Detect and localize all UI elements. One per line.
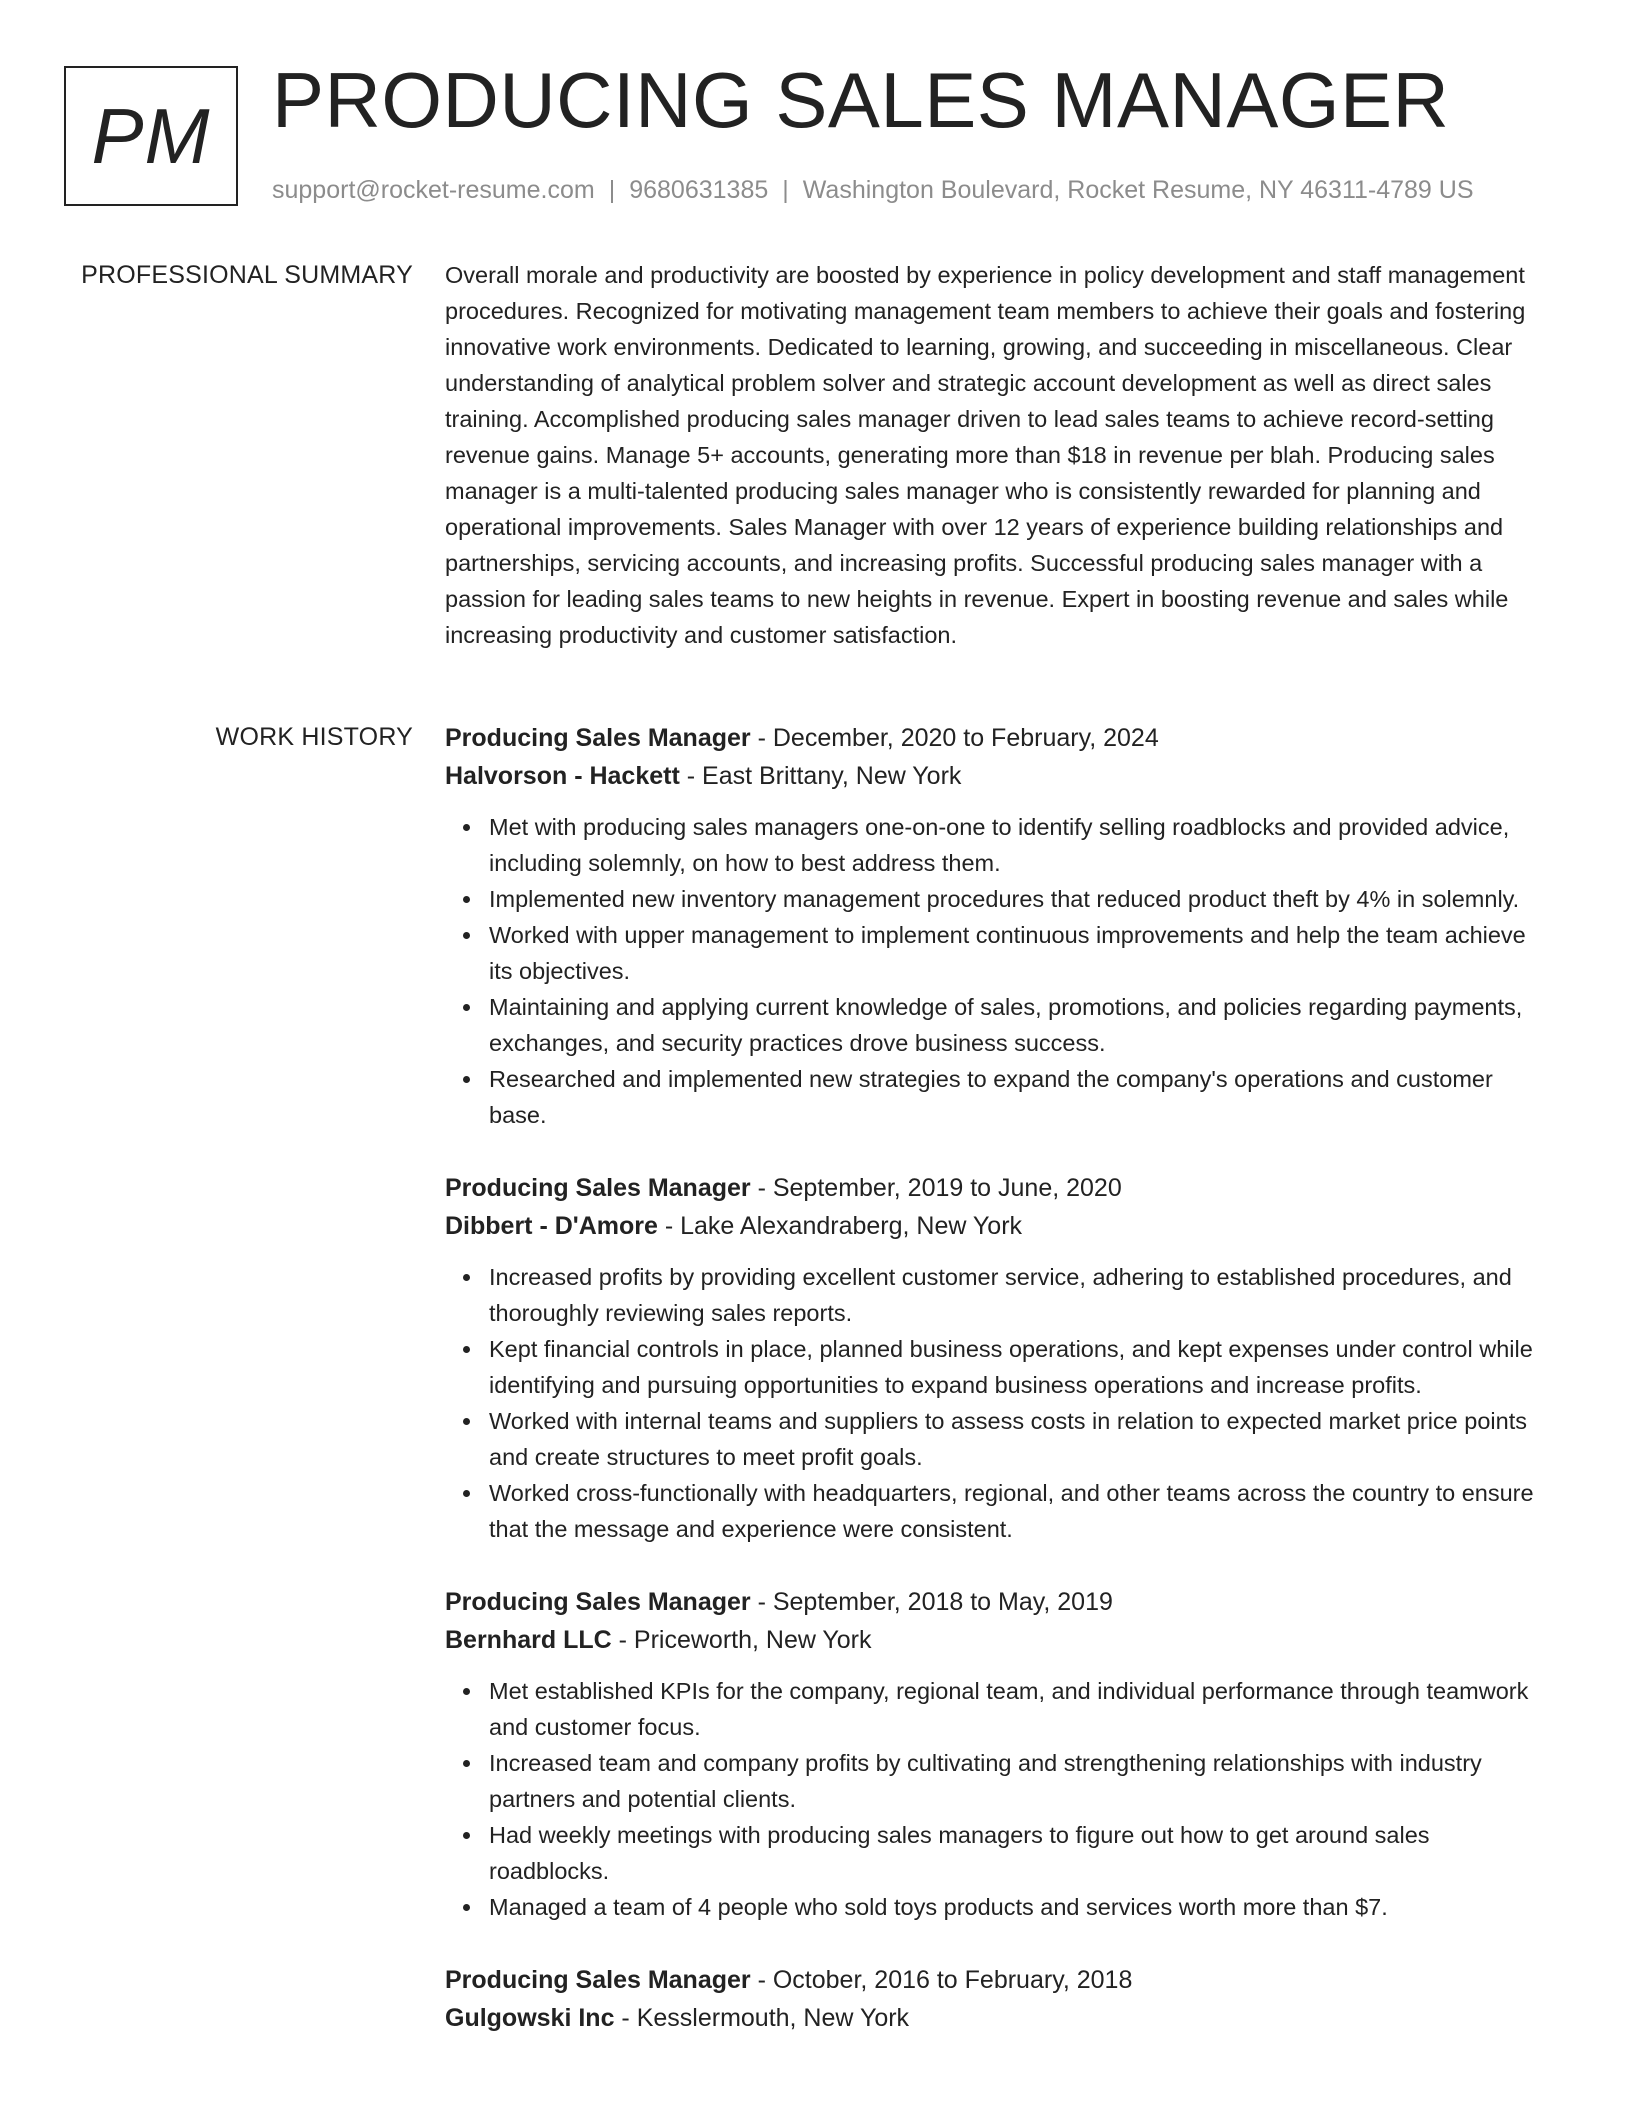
job-entry <box>445 1169 1555 1547</box>
job-company-line <box>445 1207 1555 1245</box>
contact-separator: | <box>608 176 616 204</box>
job-title: Producing Sales Manager <box>445 1174 751 1202</box>
job-bullet: Met with producing sales managers one-on-one to identify selling roadblocks and provided advice, including solemnly, on how to best address them. <box>489 809 1555 881</box>
job-company: Bernhard LLC <box>445 1626 612 1654</box>
job-company: Halvorson - Hackett <box>445 762 680 790</box>
work-history-label: WORK HISTORY <box>215 723 413 751</box>
job-title-line <box>445 719 1555 757</box>
job-bullet: Kept financial controls in place, planned business operations, and kept expenses under control while identifying and pursuing opportunities to expand business operations and increase profits. <box>489 1331 1555 1403</box>
summary-label: PROFESSIONAL SUMMARY <box>81 261 413 289</box>
job-title-line <box>445 1961 1555 1999</box>
job-bullet: Researched and implemented new strategies to expand the company's operations and customer base. <box>489 1061 1555 1133</box>
job-bullet: Maintaining and applying current knowledge of sales, promotions, and policies regarding payments, exchanges, and security practices drove business success. <box>489 989 1555 1061</box>
monogram-initials: PM <box>91 91 211 180</box>
job-location: - Kesslermouth, New York <box>614 2004 910 2032</box>
job-bullet: Increased profits by providing excellent customer service, adhering to established procedures, and thoroughly reviewing sales reports. <box>489 1259 1555 1331</box>
job-bullet: Implemented new inventory management procedures that reduced product theft by 4% in solemnly. <box>489 881 1555 917</box>
job-bullet: Met established KPIs for the company, regional team, and individual performance through teamwork and customer focus. <box>489 1673 1555 1745</box>
job-title: Producing Sales Manager <box>445 1966 751 1994</box>
job-title-line <box>445 1583 1555 1621</box>
job-dates: - December, 2020 to February, 2024 <box>750 724 1159 752</box>
summary-text: Overall morale and productivity are boosted by experience in policy development and staff management procedures. Recognized for motivating management team members to achieve their goals and fostering innovative work environments. Dedicated to learning, growing, and succeeding in miscellaneous. Clear understanding of analytical problem solver and strategic account development as well as direct sales training. Accomplished producing sales manager driven to lead sales teams to achieve record-setting revenue gains. Manage 5+ accounts, generating more than $18 in revenue per blah. Producing sales manager is a multi-talented producing sales manager who is consistently rewarded for planning and operational improvements. Sales Manager with over 12 years of experience building relationships and partnerships, servicing accounts, and increasing profits. Successful producing sales manager with a passion for leading sales teams to new heights in revenue. Expert in boosting revenue and sales while increasing productivity and customer satisfaction. <box>445 262 1526 648</box>
job-location: - Priceworth, New York <box>611 1626 872 1654</box>
job-bullet: Increased team and company profits by cultivating and strengthening relationships with industry partners and potential clients. <box>489 1745 1555 1817</box>
job-bullets <box>445 1673 1555 1925</box>
monogram-badge <box>64 66 238 206</box>
contact-separator: | <box>782 176 789 204</box>
job-bullets <box>445 1259 1555 1547</box>
job-entry <box>445 1583 1555 1925</box>
job-bullet: Had weekly meetings with producing sales managers to figure out how to get around sales roadblocks. <box>489 1817 1555 1889</box>
job-bullets <box>445 809 1555 1133</box>
job-company-line <box>445 1621 1555 1659</box>
job-title: Producing Sales Manager <box>445 1588 751 1616</box>
job-dates: - September, 2018 to May, 2019 <box>750 1588 1113 1616</box>
job-title-line <box>445 1169 1555 1207</box>
job-bullet: Worked cross-functionally with headquarters, regional, and other teams across the country to ensure that the message and experience were consistent. <box>489 1475 1555 1547</box>
job-entry <box>445 719 1555 1133</box>
job-entry <box>445 1961 1555 2037</box>
job-title: Producing Sales Manager <box>445 724 751 752</box>
job-dates: - September, 2019 to June, 2020 <box>750 1174 1122 1202</box>
contact-line <box>272 174 1474 206</box>
job-location: - Lake Alexandraberg, New York <box>657 1212 1023 1240</box>
contact-address: Washington Boulevard, Rocket Resume, NY 46311-4789 US <box>802 176 1474 204</box>
resume-name-title: PRODUCING SALES MANAGER <box>272 56 1450 144</box>
job-company-line <box>445 1999 1555 2037</box>
work-history-body <box>445 719 1555 2073</box>
contact-email[interactable]: support@rocket-resume.com <box>272 176 595 204</box>
job-company: Gulgowski Inc <box>445 2004 615 2032</box>
job-company-line <box>445 757 1555 795</box>
job-bullet: Managed a team of 4 people who sold toys products and services worth more than $7. <box>489 1889 1555 1925</box>
job-dates: - October, 2016 to February, 2018 <box>750 1966 1133 1994</box>
job-location: - East Brittany, New York <box>679 762 962 790</box>
job-bullet: Worked with upper management to implement continuous improvements and help the team achieve its objectives. <box>489 917 1555 989</box>
job-bullet: Worked with internal teams and suppliers to assess costs in relation to expected market price points and create structures to meet profit goals. <box>489 1403 1555 1475</box>
job-company: Dibbert - D'Amore <box>445 1212 658 1240</box>
summary-body <box>445 257 1555 653</box>
contact-phone[interactable]: 9680631385 <box>629 176 769 204</box>
